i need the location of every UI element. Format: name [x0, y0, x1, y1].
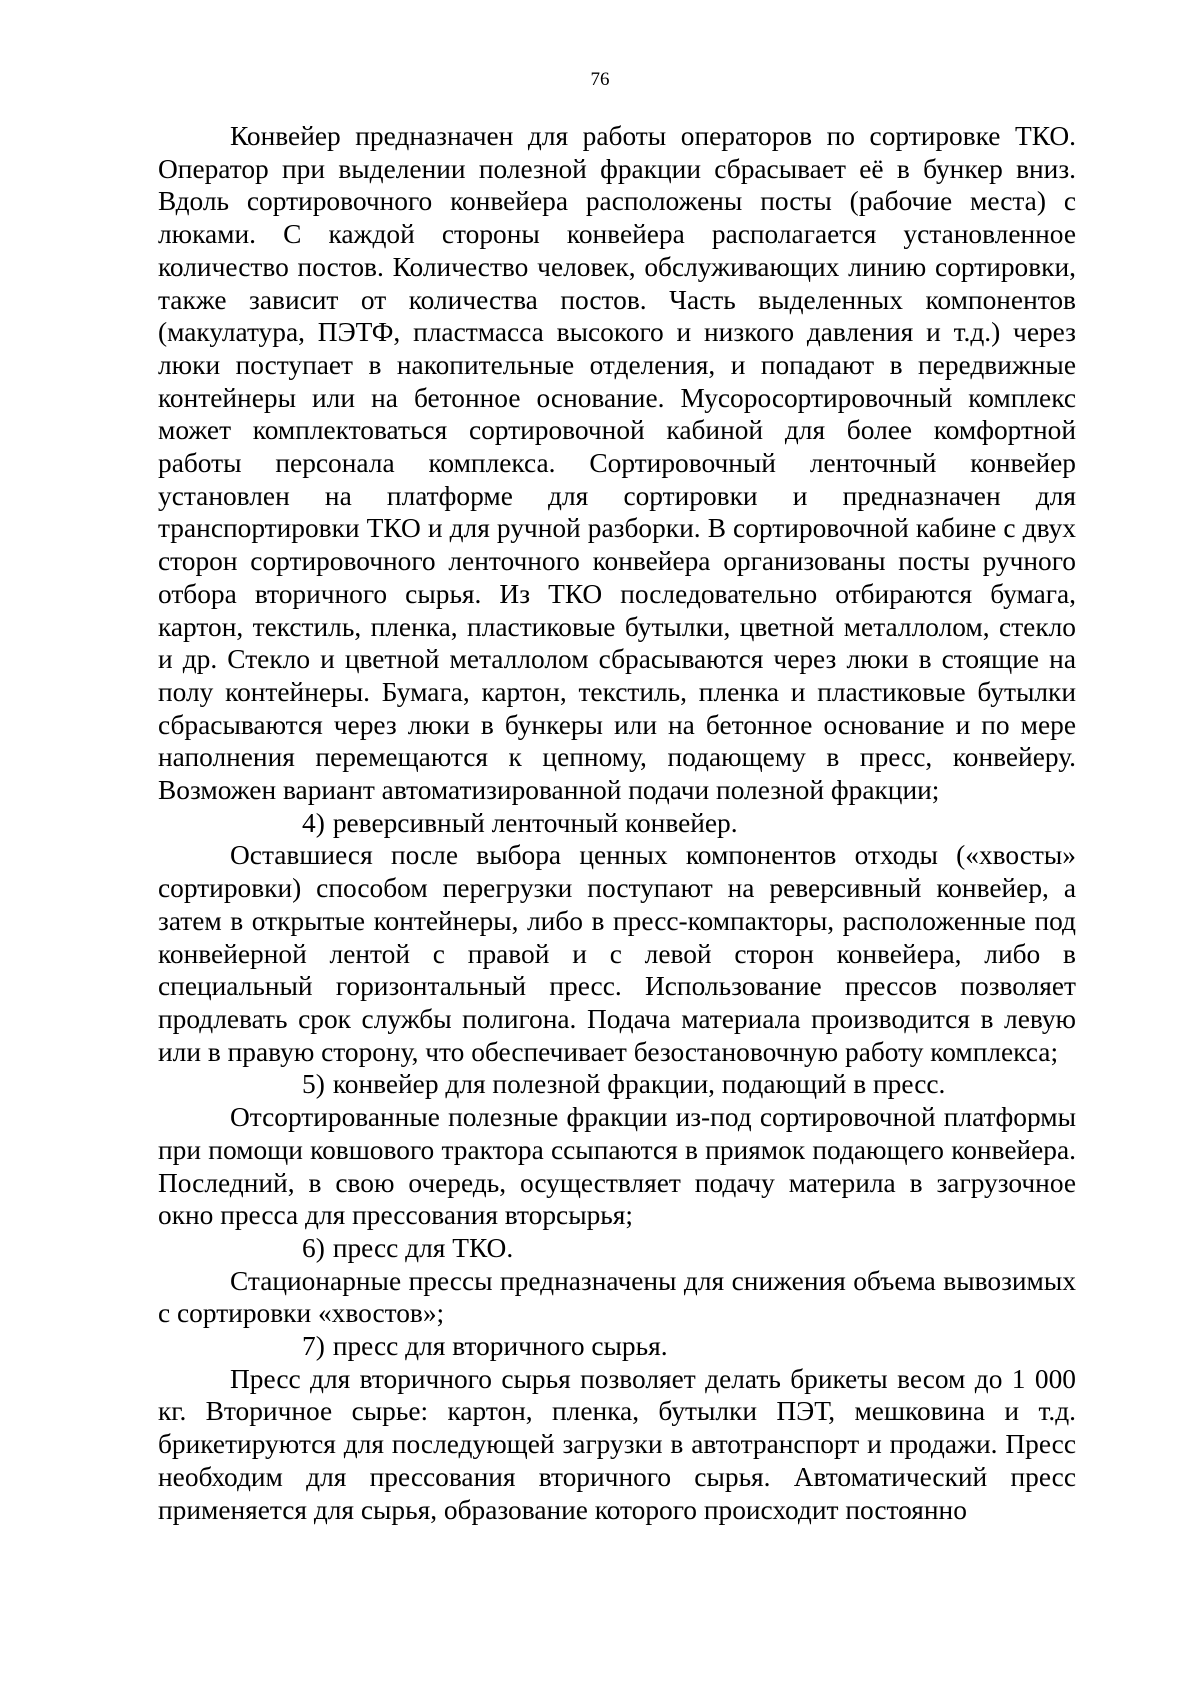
list-item-4: [158, 807, 1076, 840]
paragraph: Конвейер предназначен для работы операторов по сортировке ТКО. Оператор при выделении полезной фракции сбрасывает её в бункер вниз. Вдоль сортировочного конвейера расположены посты (рабочие места) с люками. С каждой стороны конвейера располагается установленное количество постов. Количество человек, обслуживающих линию сортировки, также зависит от количества постов. Часть выделенных компонентов (макулатура, ПЭТФ, пластмасса высокого и низкого давления и т.д.) через люки поступает в накопительные отделения, и попадают в передвижные контейнеры или на бетонное основание. Мусоросортировочный комплекс может комплектоваться сортировочной кабиной для более комфортной работы персонала комплекса. Сортировочный ленточный конвейер установлен на платформе для сортировки и предназначен для транспортировки ТКО и для ручной разборки. В сортировочной кабине с двух сторон сортировочного ленточного конвейера организованы посты ручного отбора вторичного сырья. Из ТКО последовательно отбираются бумага, картон, текстиль, пленка, пластиковые бутылки, цветной металлолом, стекло и др. Стекло и цветной металлолом сбрасываются через люки в стоящие на полу контейнеры. Бумага, картон, текстиль, пленка и пластиковые бутылки сбрасываются через люки в бункеры или на бетонное основание и по мере наполнения перемещаются к цепному, подающему в пресс, конвейеру. Возможен вариант автоматизированной подачи полезной фракции;: [158, 121, 1076, 806]
paragraph: Отсортированные полезные фракции из-под сортировочной платформы при помощи ковшового трактора ссыпаются в приямок подающего конвейера. Последний, в свою очередь, осуществляет подачу материла в загрузочное окно пресса для прессования вторсырья;: [158, 1102, 1076, 1231]
document-body: [158, 120, 1076, 1526]
paragraph: Пресс для вторичного сырья позволяет делать брикеты весом до 1 000 кг. Вторичное сырье: картон, пленка, бутылки ПЭТ, мешковина и т.д. брикетируются для последующей загрузки в автотранспорт и продажи. Пресс необходим для прессования вторичного сырья. Автоматический пресс применяется для сырья, образование которого происходит постоянно: [158, 1363, 1076, 1525]
list-item-6: [158, 1232, 1076, 1265]
paragraph: Стационарные прессы предназначены для снижения объема вывозимых с сортировки «хвостов»;: [158, 1265, 1076, 1329]
list-item-text: реверсивный ленточный конвейер.: [332, 807, 738, 838]
list-item-text: конвейер для полезной фракции, подающий в пресс.: [332, 1069, 946, 1100]
list-number: 7): [302, 1331, 325, 1362]
list-number: 5): [302, 1069, 325, 1100]
list-item-5: [158, 1068, 1076, 1101]
list-number: 6): [302, 1232, 325, 1263]
list-item-7: [158, 1330, 1076, 1363]
list-number: 4): [302, 807, 325, 838]
list-item-text: пресс для ТКО.: [332, 1232, 514, 1263]
paragraph: Оставшиеся после выбора ценных компонентов отходы («хвосты» сортировки) способом перегрузки поступают на реверсивный конвейер, а затем в открытые контейнеры, либо в пресс-компакторы, расположенные под конвейерной лентой с правой и с левой сторон конвейера, либо в специальный горизонтальный пресс. Использование прессов позволяет продлевать срок службы полигона. Подача материала производится в левую или в правую сторону, что обеспечивает безостановочную работу комплекса;: [158, 840, 1076, 1067]
page-number: 76: [590, 69, 610, 90]
list-item-text: пресс для вторичного сырья.: [332, 1331, 668, 1362]
